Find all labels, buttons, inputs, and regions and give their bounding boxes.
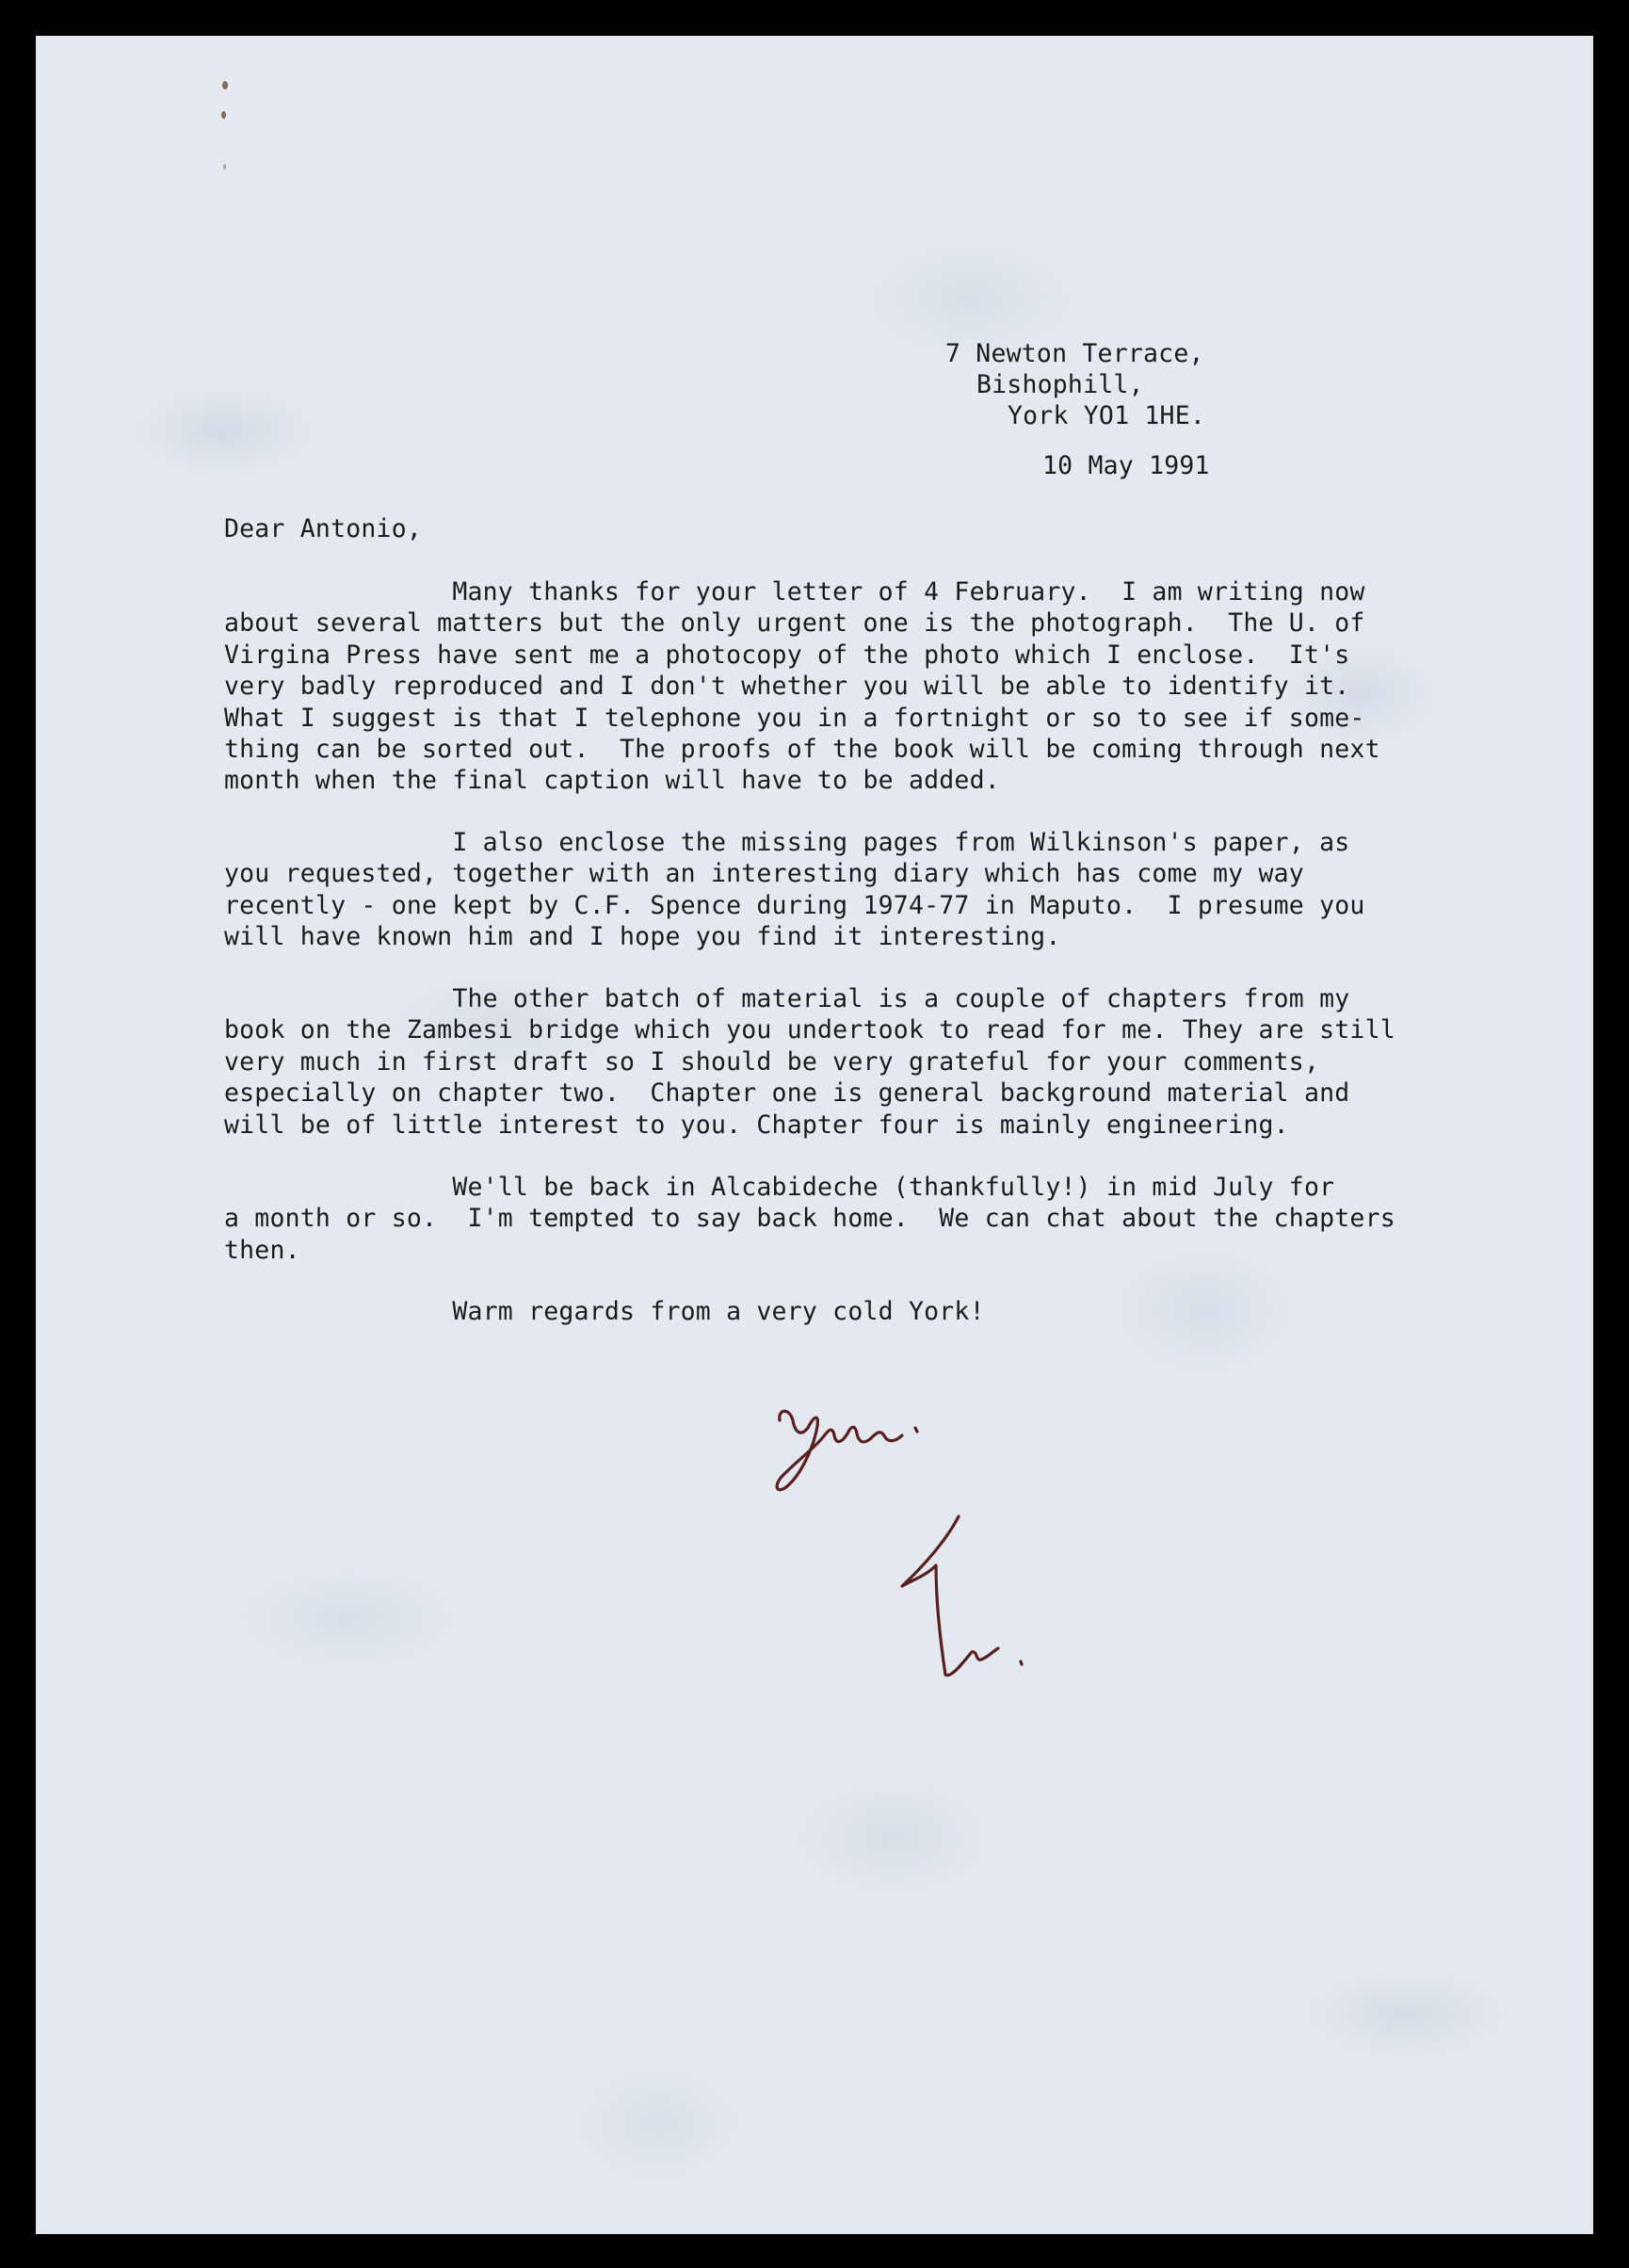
- letter-date: 10 May 1991: [1042, 451, 1210, 480]
- paragraph-4: We'll be back in Alcabideche (thankfully!) in mid July for a month or so. I'm tempted to say back home. We can chat about the chapters then.: [224, 1173, 1395, 1265]
- paragraph-2: I also enclose the missing pages from Wilkinson's paper, as you requested, together with an interesting diary which has come my way recently - one kept by C.F. Spence during 1974-77 in Maputo. I presume you will have known him and I hope you find it interesting.: [224, 828, 1365, 952]
- letter-page: [36, 36, 1593, 2234]
- paragraph-1: Many thanks for your letter of 4 February. I am writing now about several matters but the only urgent one is the photograph. The U. of Virgina Press have sent me a photocopy of the photo which I enclose. It's very badly reproduced and I don't whether you will be able to identify it. What I suggest is that I telephone you in a fortnight or so to see if some- thing can be sorted out. The proofs of the book will be coming through next month when the final caption will have to be added.: [224, 577, 1380, 796]
- sender-address-line-3: York YO1 1HE.: [1008, 401, 1206, 430]
- sender-address-line-1: 7 Newton Terrace,: [945, 339, 1204, 368]
- closing-line: Warm regards from a very cold York!: [224, 1297, 985, 1326]
- paragraph-3: The other batch of material is a couple of chapters from my book on the Zambesi bridge which you undertook to read for me. They are still very much in first draft so I should be very grateful for your comments, especially on chapter two. Chapter one is general background material and will be of little interest to you. Chapter four is mainly engineering.: [224, 984, 1395, 1140]
- salutation: Dear Antonio,: [224, 514, 423, 543]
- handwritten-signature: [36, 36, 1593, 2234]
- sender-address-line-2: Bishophill,: [976, 370, 1144, 399]
